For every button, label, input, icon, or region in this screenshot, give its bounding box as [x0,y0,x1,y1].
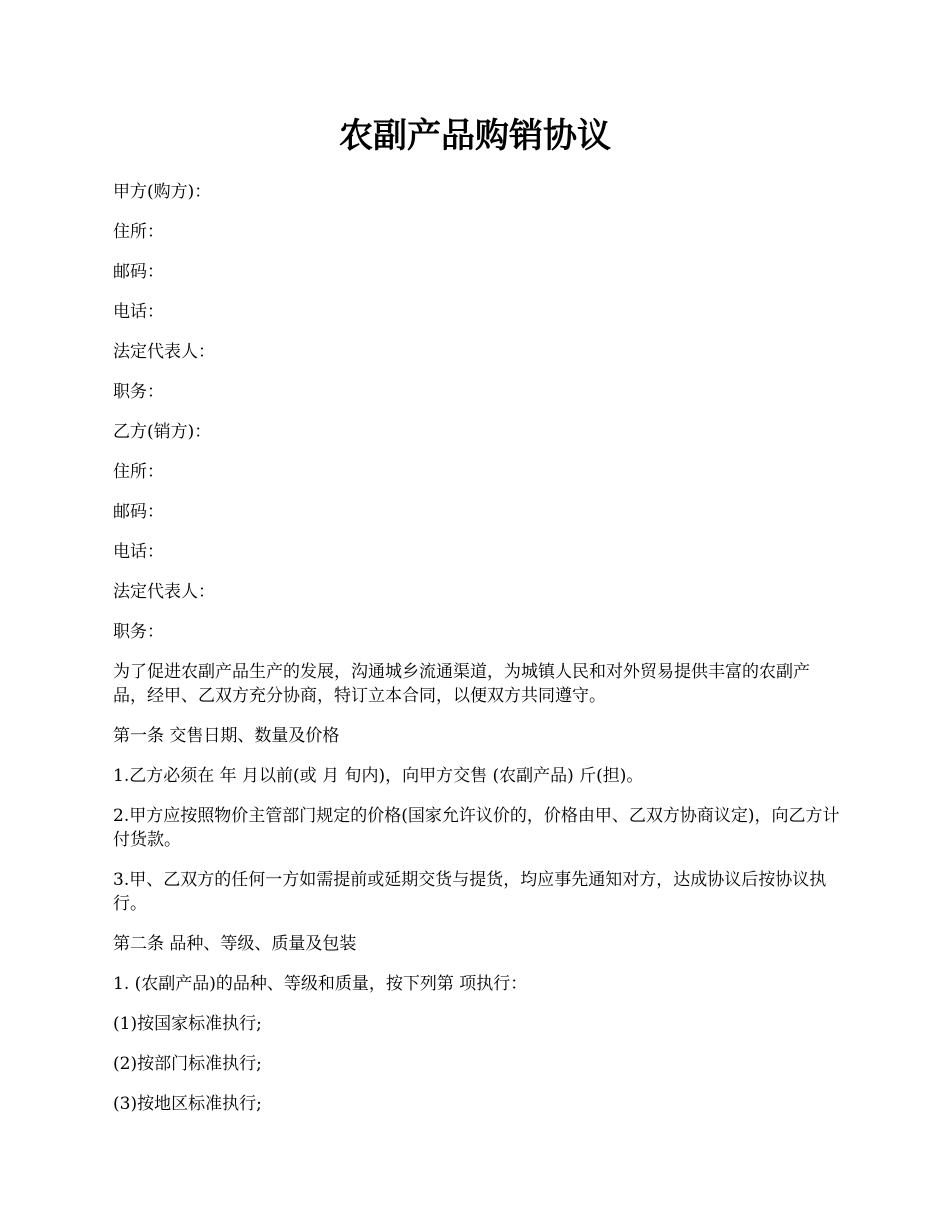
seller-postcode-field: 邮码： [113,502,164,522]
seller-legal-rep-field: 法定代表人： [113,582,215,602]
document-body [113,180,843,1132]
buyer-legal-rep-field: 法定代表人： [113,342,215,362]
document-title: 农副产品购销协议 [339,116,611,156]
seller-position-field: 职务： [113,622,164,642]
article-1-clause-2: 2.甲方应按照物价主管部门规定的价格(国家允许议价的，价格由甲、乙双方协商议定)，向乙方计付货款。 [113,806,840,850]
article-1-heading: 第一条 交售日期、数量及价格 [113,726,340,746]
seller-heading: 乙方(销方)： [113,422,212,442]
article-1-clause-3: 3.甲、乙双方的任何一方如需提前或延期交货与提货，均应事先通知对方，达成协议后按协议执行。 [113,870,827,914]
article-2-option-3: (3)按地区标准执行; [113,1094,262,1114]
buyer-position-field: 职务： [113,382,164,402]
seller-phone-field: 电话： [113,542,164,562]
buyer-phone-field: 电话： [113,302,164,322]
buyer-heading: 甲方(购方)： [113,182,212,202]
buyer-address-field: 住所： [113,222,164,242]
article-2-option-2: (2)按部门标准执行; [113,1054,262,1074]
preamble-paragraph: 为了促进农副产品生产的发展，沟通城乡流通渠道，为城镇人民和对外贸易提供丰富的农副产品，经甲、乙双方充分协商，特订立本合同，以便双方共同遵守。 [113,662,810,706]
buyer-postcode-field: 邮码： [113,262,164,282]
seller-address-field: 住所： [113,462,164,482]
article-2-heading: 第二条 品种、等级、质量及包装 [113,934,357,954]
article-2-clause-1: 1. (农副产品)的品种、等级和质量，按下列第 项执行： [113,974,528,994]
article-2-option-1: (1)按国家标准执行; [113,1014,262,1034]
article-1-clause-1: 1.乙方必须在 年 月以前(或 月 旬内)，向甲方交售 (农副产品) 斤(担)。 [113,766,644,786]
